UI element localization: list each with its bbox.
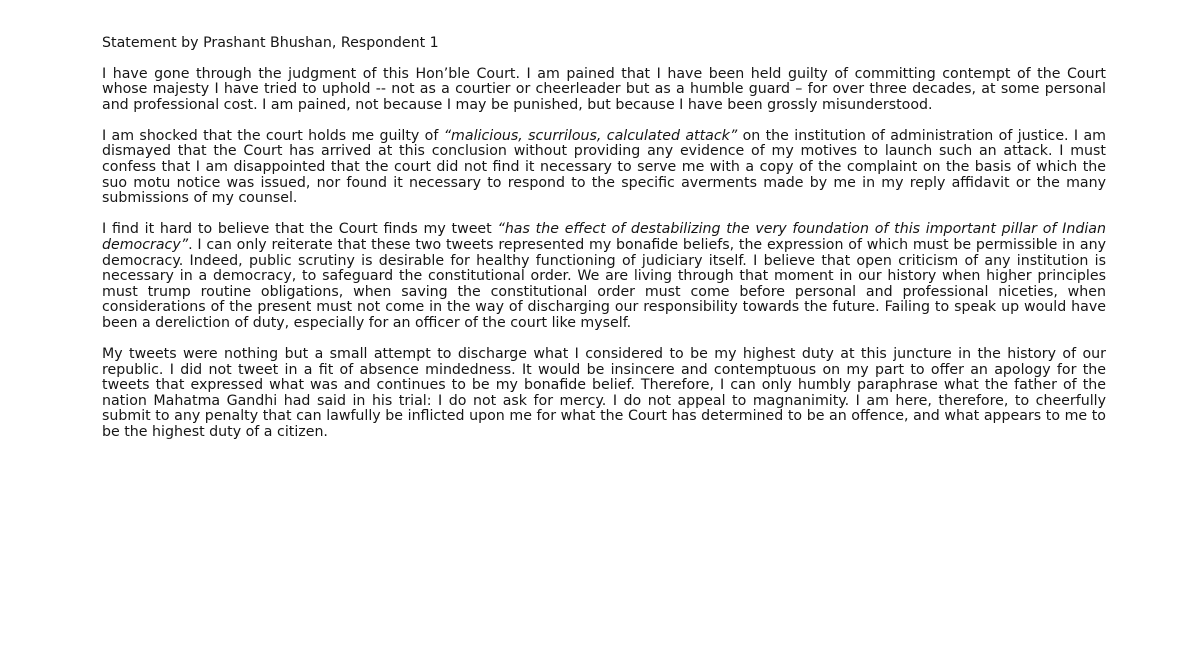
- paragraph-3-quote: “has the effect of destabilizing the very foundation of this important pillar of Indian democracy”: [102, 221, 1106, 253]
- paragraph-2-quote: “malicious, scurrilous, calculated attack”: [443, 127, 738, 144]
- statement-page: [102, 36, 1106, 456]
- paragraph-1-text: I have gone through the judgment of this Hon’ble Court. I am pained that I have been held guilty of committing contempt of the Court whose majesty I have tried to uphold -- not as a courtier or cheerleader but as a humble guard – for over three decades, at some personal and professional cost. I am pained, not because I may be punished, but because I have been grossly misunderstood.: [102, 65, 1106, 113]
- paragraph-2-text-a: I am shocked that the court holds me guilty of: [102, 127, 444, 144]
- statement-title: Statement by Prashant Bhushan, Respondent 1: [102, 35, 439, 51]
- paragraph-3-text-a: I find it hard to believe that the Court finds my tweet: [102, 221, 498, 238]
- paragraph-2-text-b: on the institution of administration of justice. I am dismayed that the Court has arrived at this conclusion without providing any evidence of my motives to launch such an attack. I must confess that I am disappointed that the court did not find it necessary to serve me with a copy of the complaint on the basis of which the suo motu notice was issued, nor found it necessary to respond to the specific averments made by me in my reply affidavit or the many submissions of my counsel.: [102, 127, 1106, 207]
- paragraph-3-text-b: . I can only reiterate that these two tweets represented my bonafide beliefs, the expression of which must be permissible in any democracy. Indeed, public scrutiny is desirable for healthy functioning of judiciary itself. I believe that open criticism of any institution is necessary in a democracy, to safeguard the constitutional order. We are living through that moment in our history when higher principles must trump routine obligations, when saving the constitutional order must come before personal and professional niceties, when considerations of the present must not come in the way of discharging our responsibility towards the future. Failing to speak up would have been a dereliction of duty, especially for an officer of the court like myself.: [102, 236, 1106, 331]
- paragraph-3: [102, 222, 1106, 331]
- paragraph-4: [102, 347, 1106, 441]
- paragraph-2: [102, 129, 1106, 207]
- paragraph-4-text: My tweets were nothing but a small attempt to discharge what I considered to be my highest duty at this juncture in the history of our republic. I did not tweet in a fit of absence mindedness. It would be insincere and contemptuous on my part to offer an apology for the tweets that expressed what was and continues to be my bonafide belief. Therefore, I can only humbly paraphrase what the father of the nation Mahatma Gandhi had said in his trial: I do not ask for mercy. I do not appeal to magnanimity. I am here, therefore, to cheerfully submit to any penalty that can lawfully be inflicted upon me for what the Court has determined to be an offence, and what appears to me to be the highest duty of a citizen.: [102, 346, 1106, 440]
- paragraph-1: [102, 67, 1106, 114]
